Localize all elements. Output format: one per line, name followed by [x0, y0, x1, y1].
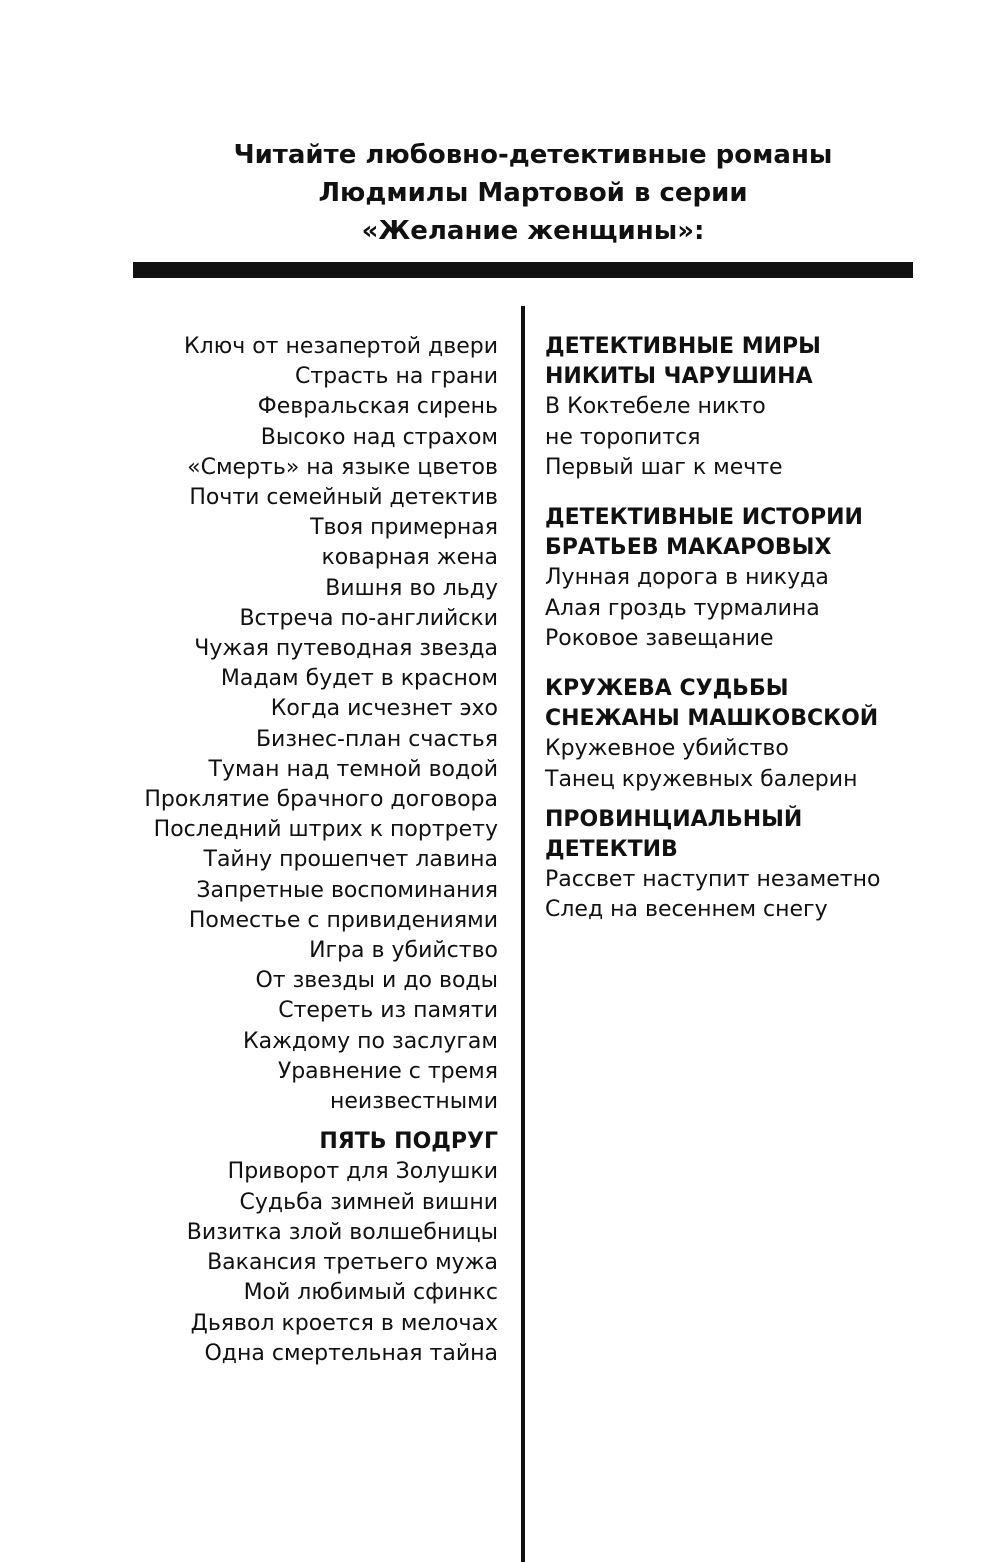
- book-title: Каждому по заслугам: [242, 1028, 498, 1054]
- book-title: Алая гроздь турмалина: [545, 595, 820, 621]
- heading-line-3: «Желание женщины»:: [361, 216, 705, 246]
- book-title: Роковое завещание: [545, 625, 774, 651]
- column-divider: [521, 306, 525, 1562]
- book-title: коварная жена: [321, 545, 498, 571]
- book-title: Встреча по-английски: [239, 605, 498, 631]
- book-title: В Коктебеле никто: [545, 394, 766, 420]
- book-title: Лунная дорога в никуда: [545, 565, 829, 591]
- book-title: не торопится: [545, 424, 701, 450]
- book-title: Уравнение с тремя: [277, 1058, 498, 1084]
- book-title: Туман над темной водой: [208, 756, 498, 782]
- left-column: [98, 332, 498, 1369]
- book-title: Высоко над страхом: [260, 424, 498, 450]
- book-title: Рассвет наступит незаметно: [545, 867, 881, 893]
- book-title: Ключ от незапертой двери: [184, 334, 498, 359]
- series-title-line: ДЕТЕКТИВНЫЕ ИСТОРИИ: [545, 505, 863, 531]
- series-title-line: ПРОВИНЦИАЛЬНЫЙ: [545, 806, 803, 832]
- series-title: [545, 805, 985, 865]
- series-title-line: ДЕТЕКТИВ: [545, 837, 678, 863]
- book-title: Запретные воспоминания: [196, 877, 498, 903]
- book-title: Вакансия третьего мужа: [207, 1250, 498, 1276]
- book-title: Когда исчезнет эхо: [270, 696, 498, 722]
- book-title: Танец кружевных балерин: [545, 766, 858, 792]
- book-title: Судьба зимней вишни: [239, 1189, 498, 1215]
- right-column: [545, 332, 985, 926]
- book-title: Дьявол кроется в мелочах: [190, 1310, 498, 1336]
- book-title: От звезды и до воды: [255, 968, 498, 994]
- heading-rule: [133, 262, 913, 278]
- series-title-line: НИКИТЫ ЧАРУШИНА: [545, 364, 813, 390]
- book-title: Февральская сирень: [257, 394, 498, 420]
- book-title: Страсть на грани: [294, 364, 498, 390]
- book-title: Почти семейный детектив: [189, 485, 498, 511]
- book-title: Поместье с привидениями: [188, 907, 498, 933]
- book-title: Одна смертельная тайна: [204, 1340, 498, 1366]
- book-title: неизвестными: [330, 1089, 498, 1115]
- series-title: [545, 674, 985, 734]
- book-title: Игра в убийство: [309, 938, 498, 964]
- series-title-line: ДЕТЕКТИВНЫЕ МИРЫ: [545, 334, 821, 359]
- book-title: Кружевное убийство: [545, 736, 789, 762]
- series-title-line: БРАТЬЕВ МАКАРОВЫХ: [545, 535, 832, 561]
- book-title: След на весеннем снегу: [545, 897, 828, 923]
- book-title: Бизнес-план счастья: [255, 726, 498, 752]
- page-heading: [0, 136, 1000, 250]
- book-title: Визитка злой волшебницы: [186, 1219, 498, 1245]
- heading-line-2: Людмилы Мартовой в серии: [318, 178, 748, 208]
- series-title: [98, 1127, 498, 1157]
- series-title-line: КРУЖЕВА СУДЬБЫ: [545, 676, 789, 702]
- series-title-line: СНЕЖАНЫ МАШКОВСКОЙ: [545, 706, 879, 732]
- series-title: [545, 332, 985, 392]
- book-title: «Смерть» на языке цветов: [187, 454, 498, 480]
- series-title: [545, 503, 985, 563]
- book-title: Приворот для Золушки: [227, 1159, 498, 1185]
- book-title: Чужая путеводная звезда: [194, 636, 498, 662]
- book-title: Тайну прошепчет лавина: [203, 847, 498, 873]
- book-title: Вишня во льду: [325, 575, 498, 601]
- book-title: Первый шаг к мечте: [545, 454, 783, 480]
- book-title: Стереть из памяти: [278, 998, 498, 1024]
- book-title: Мадам будет в красном: [220, 666, 498, 692]
- heading-line-1: Читайте любовно-детективные романы: [233, 140, 833, 170]
- book-title: Мой любимый сфинкс: [243, 1280, 498, 1306]
- series-title-line: ПЯТЬ ПОДРУГ: [319, 1129, 498, 1155]
- book-title: Последний штрих к портрету: [153, 817, 498, 843]
- book-title: Проклятие брачного договора: [144, 787, 498, 813]
- book-title: Твоя примерная: [310, 515, 498, 541]
